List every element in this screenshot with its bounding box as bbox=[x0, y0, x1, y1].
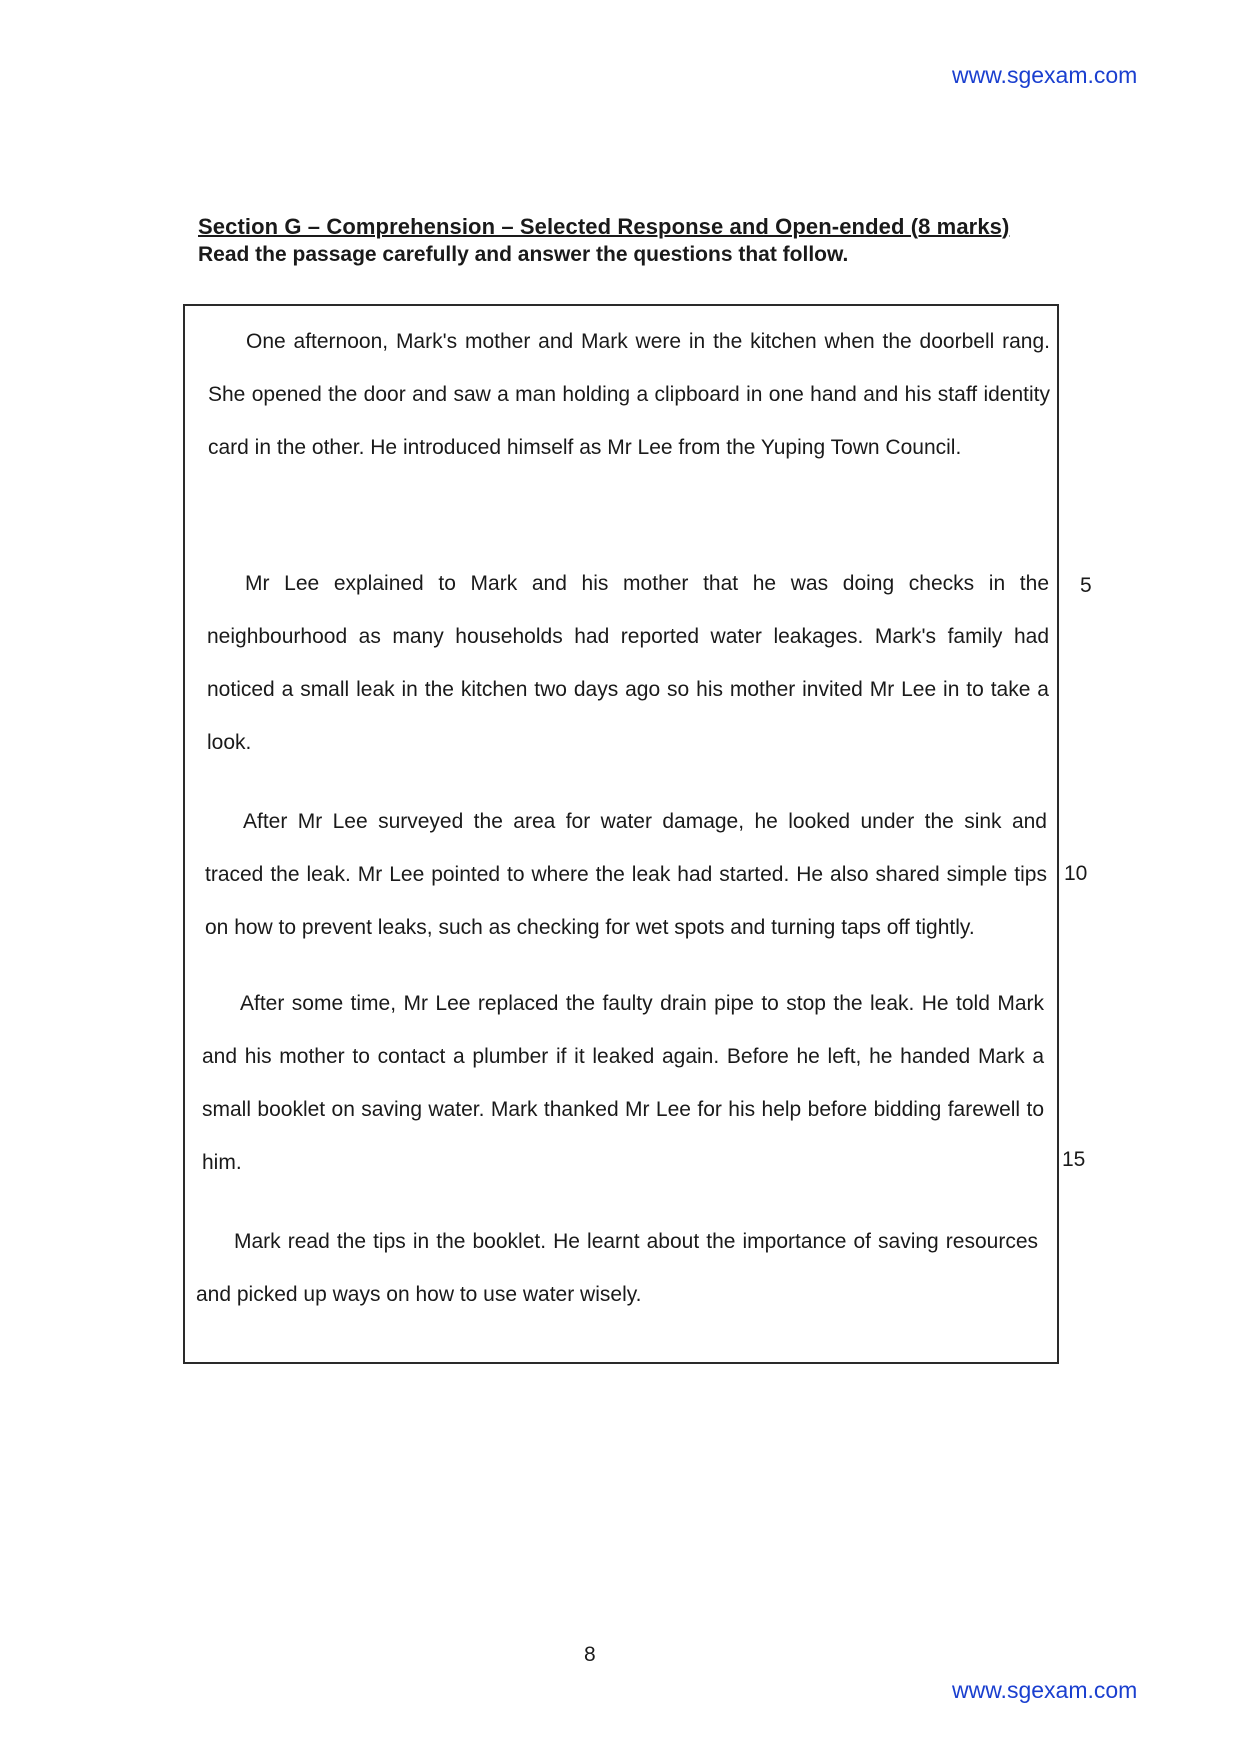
watermark-bottom: www.sgexam.com bbox=[952, 1677, 1138, 1703]
passage-paragraph-1: One afternoon, Mark's mother and Mark were in the kitchen when the doorbell rang. She opened the door and saw a man holding a clipboard in one hand and his staff identity card in the other. He introduced himself as Mr Lee from the Yuping Town Council. bbox=[208, 330, 1050, 459]
line-number-5: 5 bbox=[1080, 574, 1092, 597]
line-number-10: 10 bbox=[1064, 862, 1088, 885]
section-heading: Section G – Comprehension – Selected Response and Open-ended (8 marks) bbox=[198, 214, 1010, 239]
watermark-top: www.sgexam.com bbox=[952, 62, 1138, 88]
passage-paragraph-2: Mr Lee explained to Mark and his mother that he was doing checks in the neighbourhood as many households had reported water leakages. Mark's family had noticed a small leak in the kitchen two days ago so his mother invited Mr Lee in to take a look. bbox=[207, 572, 1049, 754]
passage-paragraph-3: After Mr Lee surveyed the area for water damage, he looked under the sink and traced the leak. Mr Lee pointed to where the leak had started. He also shared simple tips on how to prevent leaks, such as checking for wet spots and turning taps off tightly. bbox=[205, 810, 1047, 939]
page-number: 8 bbox=[584, 1643, 596, 1666]
line-number-15: 15 bbox=[1062, 1148, 1086, 1171]
passage-paragraph-4: After some time, Mr Lee replaced the faulty drain pipe to stop the leak. He told Mark and his mother to contact a plumber if it leaked again. Before he left, he handed Mark a small booklet on saving water. Mark thanked Mr Lee for his help before bidding farewell to him. bbox=[202, 992, 1044, 1174]
instruction-text: Read the passage carefully and answer the questions that follow. bbox=[198, 243, 849, 266]
passage-paragraph-5: Mark read the tips in the booklet. He learnt about the importance of saving resources and picked up ways on how to use water wisely. bbox=[196, 1230, 1038, 1306]
